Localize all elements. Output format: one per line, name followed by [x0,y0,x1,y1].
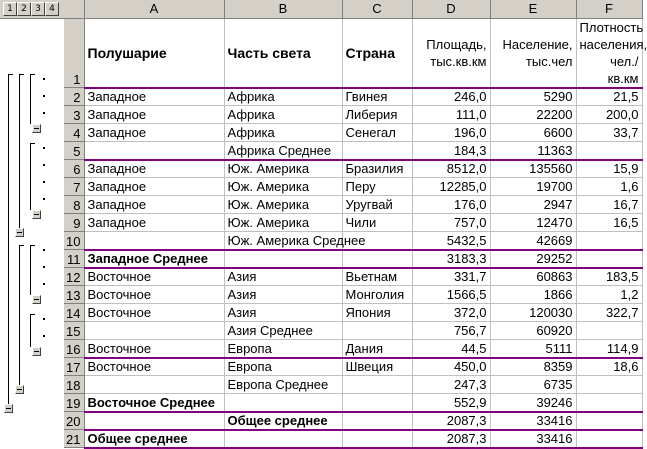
outline-collapse-button-asia[interactable] [32,295,41,304]
outline-detail-dot [43,112,45,114]
cell[interactable]: Восточное [84,340,224,358]
outline-detail-dot [43,266,45,268]
outline-collapse-button-south-america[interactable] [32,210,41,219]
cell[interactable]: 44,5 [412,340,490,358]
table-row [64,160,642,178]
table-row [64,358,642,376]
column-header-c[interactable]: C [342,0,412,18]
column-header-f[interactable]: F [576,0,642,18]
cell[interactable]: Азия [224,268,342,286]
outline-bracket-south-america-cap [30,143,35,144]
row-header[interactable]: 3 [64,106,84,124]
table-row [64,250,642,268]
row-header[interactable]: 9 [64,214,84,232]
column-header-e[interactable]: E [490,0,576,18]
row-header[interactable]: 7 [64,178,84,196]
cell[interactable]: Дания [342,340,412,358]
cell[interactable]: 246,0 [412,88,490,106]
cell[interactable]: Азия Среднее [224,322,342,340]
outline-detail-dot [43,147,45,149]
cell[interactable]: 756,7 [412,322,490,340]
cell[interactable]: 5432,5 [412,232,490,250]
cell[interactable]: 247,3 [412,376,490,394]
outline-bracket-west-cap [19,74,24,75]
cell[interactable]: Население, тыс.чел [490,18,576,88]
row-header[interactable]: 16 [64,340,84,358]
column-header-b[interactable]: B [224,0,342,18]
cell[interactable]: Юж. Америка [224,178,342,196]
cell[interactable] [224,250,342,268]
cell[interactable]: 5111 [490,340,576,358]
cell[interactable]: Африка [224,106,342,124]
row-header[interactable]: 13 [64,286,84,304]
row-header[interactable]: 18 [64,376,84,394]
cell[interactable]: Уругвай [342,196,412,214]
cell[interactable]: 372,0 [412,304,490,322]
cell[interactable] [84,142,224,160]
cell[interactable]: 135560 [490,160,576,178]
cell[interactable]: Вьетнам [342,268,412,286]
cell[interactable]: Страна [342,18,412,88]
cell[interactable]: Азия [224,286,342,304]
cell[interactable]: Либерия [342,106,412,124]
outline-detail-dot [43,95,45,97]
cell[interactable]: Юж. Америка [224,160,342,178]
outline-level-bar [0,0,64,19]
cell[interactable]: 200,0 [576,106,642,124]
cell[interactable]: Плотность населения, чел./кв.км [576,18,642,88]
cell[interactable]: Япония [342,304,412,322]
cell[interactable] [84,232,224,250]
cell[interactable]: 5290 [490,88,576,106]
table-row [64,394,642,412]
cell[interactable]: Чили [342,214,412,232]
outline-detail-dot [43,283,45,285]
cell[interactable]: Юж. Америка Среднее [224,232,342,250]
row-header[interactable]: 14 [64,304,84,322]
cell[interactable]: 120030 [490,304,576,322]
cell[interactable] [84,412,224,430]
cell[interactable]: 757,0 [412,214,490,232]
table-row [64,106,642,124]
cell[interactable]: Общее среднее [84,430,224,448]
cell[interactable] [342,376,412,394]
cell[interactable]: Восточное [84,286,224,304]
cell[interactable]: Восточное [84,304,224,322]
cell[interactable] [84,376,224,394]
row-header[interactable]: 4 [64,124,84,142]
cell[interactable]: Западное [84,160,224,178]
cell[interactable]: Западное [84,178,224,196]
cell[interactable]: 60920 [490,322,576,340]
outline-detail-dot [43,198,45,200]
cell[interactable]: 29252 [490,250,576,268]
cell[interactable]: 16,7 [576,196,642,214]
outline-bracket-south-america [30,143,31,210]
cell[interactable] [576,250,642,268]
outline-collapse-button-level-1[interactable] [4,404,13,413]
cell[interactable] [576,412,642,430]
outline-level-3-button[interactable]: 3 [31,2,45,16]
cell[interactable]: 2947 [490,196,576,214]
cell[interactable] [224,430,342,448]
row-header[interactable]: 6 [64,160,84,178]
table-row [64,232,642,250]
cell[interactable]: 8359 [490,358,576,376]
cell[interactable] [342,412,412,430]
cell[interactable]: Восточное [84,358,224,376]
column-header-d[interactable]: D [412,0,490,18]
cell[interactable] [342,394,412,412]
cell[interactable]: 1866 [490,286,576,304]
cell[interactable]: Швеция [342,358,412,376]
cell[interactable]: Европа [224,358,342,376]
outline-bracket-level-1-cap [8,74,13,75]
cell[interactable]: Бразилия [342,160,412,178]
cell[interactable]: 2087,3 [412,430,490,448]
row-header[interactable]: 11 [64,250,84,268]
outline-bracket-east [19,245,20,385]
table-row [64,286,642,304]
outline-level-1-button[interactable]: 1 [3,2,17,16]
cell[interactable] [224,394,342,412]
outline-collapse-button-europe[interactable] [32,347,41,356]
outline-collapse-button-africa[interactable] [32,124,41,133]
cell[interactable]: Европа Среднее [224,376,342,394]
row-header[interactable]: 15 [64,322,84,340]
cell[interactable] [342,322,412,340]
cell[interactable]: Юж. Америка [224,196,342,214]
cell[interactable]: Гвинея [342,88,412,106]
cell[interactable]: 16,5 [576,214,642,232]
cell[interactable]: Юж. Америка [224,214,342,232]
cell[interactable]: 184,3 [412,142,490,160]
cell[interactable]: 60863 [490,268,576,286]
cell[interactable]: 21,5 [576,88,642,106]
table-row [64,376,642,394]
cell[interactable]: 12285,0 [412,178,490,196]
cell[interactable]: 196,0 [412,124,490,142]
cell[interactable]: 19700 [490,178,576,196]
cell[interactable]: Западное [84,88,224,106]
cell[interactable]: Западное [84,124,224,142]
cell[interactable]: 1,2 [576,286,642,304]
cell[interactable] [576,322,642,340]
outline-detail-dot [43,181,45,183]
cell[interactable]: 39246 [490,394,576,412]
cell[interactable]: Африка Среднее [224,142,342,160]
select-all-corner[interactable] [64,0,84,18]
cell[interactable] [342,430,412,448]
table-row [64,412,642,430]
cell[interactable] [342,250,412,268]
outline-detail-dot [43,318,45,320]
row-header[interactable]: 8 [64,196,84,214]
cell[interactable] [576,142,642,160]
cell[interactable]: Площадь, тыс.кв.км [412,18,490,88]
outline-bracket-level-1 [8,74,9,404]
cell[interactable]: Азия [224,304,342,322]
table-row [64,124,642,142]
outline-level-4-button[interactable]: 4 [45,2,59,16]
cell[interactable] [342,142,412,160]
outline-bracket-west [19,74,20,228]
table-header-row [64,18,642,88]
outline-level-2-button[interactable]: 2 [17,2,31,16]
row-header[interactable]: 20 [64,412,84,430]
cell[interactable]: 450,0 [412,358,490,376]
table-row [64,214,642,232]
cell[interactable]: Африка [224,88,342,106]
cell[interactable]: Перу [342,178,412,196]
outline-collapse-button-west[interactable] [15,228,24,237]
outline-bracket-east-cap [19,245,24,246]
cell[interactable]: Общее среднее [224,412,342,430]
row-header[interactable]: 12 [64,268,84,286]
outline-bracket-asia [30,245,31,295]
cell[interactable]: 33416 [490,430,576,448]
cell[interactable]: 183,5 [576,268,642,286]
outline-bracket-europe [30,314,31,347]
cell[interactable]: 12470 [490,214,576,232]
cell[interactable]: Западное [84,106,224,124]
cell[interactable]: 11363 [490,142,576,160]
table-row [64,268,642,286]
table-row [64,142,642,160]
column-header-a[interactable]: A [84,0,224,18]
cell[interactable]: 111,0 [412,106,490,124]
row-header[interactable]: 2 [64,88,84,106]
cell[interactable]: 15,9 [576,160,642,178]
cell[interactable]: 18,6 [576,358,642,376]
outline-bracket-europe-cap [30,314,35,315]
outline-bracket-africa-cap [30,74,35,75]
cell[interactable]: Монголия [342,286,412,304]
cell[interactable]: 331,7 [412,268,490,286]
cell[interactable]: Западное [84,214,224,232]
cell[interactable] [576,394,642,412]
cell[interactable]: Африка [224,124,342,142]
outline-collapse-button-east[interactable] [15,385,24,394]
cell[interactable] [84,322,224,340]
cell[interactable]: 322,7 [576,304,642,322]
outline-detail-dot [43,249,45,251]
table-row [64,340,642,358]
cell[interactable]: 42669 [490,232,576,250]
cell[interactable]: 2087,3 [412,412,490,430]
cell[interactable]: Восточное [84,268,224,286]
table-row [64,322,642,340]
outline-bracket-asia-cap [30,245,35,246]
cell[interactable] [576,376,642,394]
row-header[interactable]: 21 [64,430,84,448]
cell[interactable]: Полушарие [84,18,224,88]
row-header[interactable]: 17 [64,358,84,376]
outline-bracket-africa [30,74,31,124]
outline-detail-dot [43,164,45,166]
cell[interactable]: Европа [224,340,342,358]
cell[interactable]: 114,9 [576,340,642,358]
row-header[interactable]: 5 [64,142,84,160]
row-header[interactable]: 1 [64,18,84,88]
outline-detail-dot [43,335,45,337]
cell[interactable]: 176,0 [412,196,490,214]
cell[interactable]: 552,9 [412,394,490,412]
cell[interactable]: Часть света [224,18,342,88]
table-row [64,178,642,196]
cell[interactable] [576,232,642,250]
cell[interactable]: 3183,3 [412,250,490,268]
row-header[interactable]: 19 [64,394,84,412]
cell[interactable]: 33,7 [576,124,642,142]
cell[interactable]: 6600 [490,124,576,142]
cell[interactable]: 33416 [490,412,576,430]
cell[interactable]: Западное Среднее [84,250,224,268]
spreadsheet-grid [64,0,647,449]
table-row [64,304,642,322]
table-row [64,430,642,448]
outline-detail-dot [43,78,45,80]
cell[interactable]: 1,6 [576,178,642,196]
row-header[interactable]: 10 [64,232,84,250]
cell[interactable]: Сенегал [342,124,412,142]
cell[interactable]: 6735 [490,376,576,394]
cell[interactable]: 1566,5 [412,286,490,304]
cell[interactable]: Западное [84,196,224,214]
cell[interactable]: 8512,0 [412,160,490,178]
cell[interactable]: 22200 [490,106,576,124]
cell[interactable] [576,430,642,448]
table-row [64,88,642,106]
table-row [64,196,642,214]
cell[interactable]: Восточное Среднее [84,394,224,412]
